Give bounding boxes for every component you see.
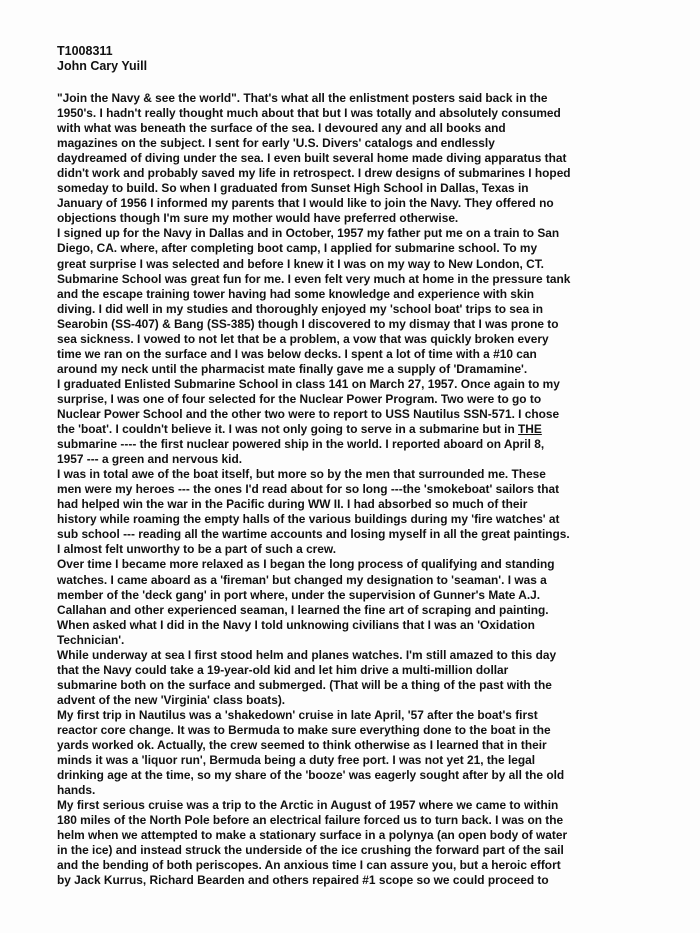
body-text-line: 1950's. I hadn't really thought much about that but I was totally and absolutely consumed	[57, 106, 561, 121]
body-text-line: history while roaming the empty halls of the various buildings during my 'fire watches' at	[57, 512, 560, 527]
body-text-line: around my neck until the pharmacist mate finally gave me a supply of 'Dramamine'.	[57, 361, 528, 376]
body-text-line: diving. I did well in my studies and thoroughly enjoyed my 'school boat' trips to sea in	[57, 301, 543, 316]
body-text-line: January of 1956 I informed my parents that I would like to join the Navy. They offered no	[57, 196, 554, 211]
body-text-line: and the escape training tower having had some knowledge and experience with skin	[57, 286, 535, 301]
body-text-line: minds it was a 'liquor run', Bermuda being a duty free port. I was not yet 21, the legal	[57, 753, 536, 768]
body-text-line: sea sickness. I vowed to not let that be a problem, a vow that was quickly broken every	[57, 331, 549, 346]
body-text-line: daydreamed of diving under the sea. I even built several home made diving apparatus that	[57, 151, 567, 166]
body-text-line: 180 miles of the North Pole before an electrical failure forced us to turn back. I was on the	[57, 813, 564, 828]
body-text-line: I was in total awe of the boat itself, but more so by the men that surrounded me. These	[57, 467, 546, 482]
body-text-line: men were my heroes --- the ones I'd read about for so long ---the 'smokeboat' sailors that	[57, 482, 560, 497]
body-text-line: reactor core change. It was to Bermuda to make sure everything done to the boat in the	[57, 722, 551, 737]
body-text-line: I graduated Enlisted Submarine School in class 141 on March 27, 1957. Once again to my	[57, 376, 560, 391]
body-text-line: great surprise I was selected and before I knew it I was on my way to New London, CT.	[57, 256, 544, 271]
body-text-line: in the ice) and instead struck the underside of the ice crushing the forward part of the sail	[57, 843, 564, 858]
body-text-line: I almost felt unworthy to be a part of such a crew.	[57, 542, 337, 557]
body-text-line: drinking age at the time, so my share of the 'booze' was eagerly sought after by all the old	[57, 768, 565, 783]
body-text-line: advent of the new 'Virginia' class boats).	[57, 692, 286, 707]
body-text-line: Diego, CA. where, after completing boot camp, I applied for submarine school. To my	[57, 241, 538, 256]
document-id: T1008311	[57, 44, 113, 58]
body-text-line: Callahan and other experienced seaman, I learned the fine art of scraping and painting.	[57, 602, 549, 617]
body-text-line: 1957 --- a green and nervous kid.	[57, 452, 243, 467]
body-text-line: objections though I'm sure my mother would have preferred otherwise.	[57, 211, 459, 226]
body-text-line: hands.	[57, 783, 96, 798]
body-text-line: member of the 'deck gang' in port where, under the supervision of Gunner's Mate A.J.	[57, 587, 541, 602]
body-text-line: My first trip in Nautilus was a 'shakedown' cruise in late April, '57 after the boat's first	[57, 707, 538, 722]
body-text-line: submarine both on the surface and submerged. (That will be a thing of the past with the	[57, 677, 552, 692]
author-name: John Cary Yuill	[57, 58, 148, 73]
body-text-line: Submarine School was great fun for me. I even felt very much at home in the pressure tank	[57, 271, 571, 286]
body-text-line: had helped win the war in the Pacific during WW II. I had absorbed so much of their	[57, 497, 528, 512]
body-text-line: Searobin (SS-407) & Bang (SS-385) though I discovered to my dismay that I was prone to	[57, 316, 559, 331]
body-text-line: sub school --- reading all the wartime accounts and losing myself in all the great paintings.	[57, 527, 570, 542]
body-text-line: helm when we attempted to make a stationary surface in a polynya (an open body of water	[57, 828, 568, 843]
body-text-line: magazines on the subject. I sent for early 'U.S. Divers' catalogs and endlessly	[57, 136, 495, 151]
body-text-line: time we ran on the surface and I was below decks. I spent a lot of time with a #10 can	[57, 346, 537, 361]
body-text-line: While underway at sea I first stood helm and planes watches. I'm still amazed to this day	[57, 647, 557, 662]
body-text-line: with what was beneath the surface of the sea. I devoured any and all books and	[57, 121, 506, 136]
body-text-line: Technician'.	[57, 632, 125, 647]
body-text-line: "Join the Navy & see the world". That's what all the enlistment posters said back in the	[57, 91, 548, 105]
body-text-line: I signed up for the Navy in Dallas and in October, 1957 my father put me on a train to San	[57, 226, 560, 241]
body-text-line: that the Navy could take a 19-year-old kid and let him drive a multi-million dollar	[57, 662, 509, 677]
body-text-line: by Jack Kurrus, Richard Bearden and others repaired #1 scope so we could proceed to	[57, 873, 549, 888]
document-body	[57, 91, 687, 888]
body-text-line: someday to build. So when I graduated from Sunset High School in Dallas, Texas in	[57, 181, 529, 196]
body-text-line: yards worked ok. Actually, the crew seemed to think otherwise as I learned that in their	[57, 738, 547, 753]
body-text-line: and the bending of both periscopes. An anxious time I can assure you, but a heroic effort	[57, 858, 561, 873]
body-text-line: the 'boat'. I couldn't believe it. I was not only going to serve in a submarine but in THE	[57, 422, 542, 437]
body-text-line: watches. I came aboard as a 'fireman' but changed my designation to 'seaman'. I was a	[57, 572, 547, 587]
body-text-line: My first serious cruise was a trip to the Arctic in August of 1957 where we came to within	[57, 798, 559, 813]
body-text-line: Nuclear Power School and the other two were to report to USS Nautilus SSN-571. I chose	[57, 406, 560, 421]
document-header	[57, 44, 147, 73]
body-text-line: Over time I became more relaxed as I began the long process of qualifying and standing	[57, 557, 555, 572]
body-text-line: When asked what I did in the Navy I told unknowing civilians that I was an 'Oxidation	[57, 617, 535, 632]
body-text-line: submarine ---- the first nuclear powered ship in the world. I reported aboard on April 8,	[57, 437, 545, 452]
body-text-line: surprise, I was one of four selected for the Nuclear Power Program. Two were to go to	[57, 391, 542, 406]
body-text-line: didn't work and probably saved my life in retrospect. I drew designs of submarines I hoped	[57, 166, 571, 181]
